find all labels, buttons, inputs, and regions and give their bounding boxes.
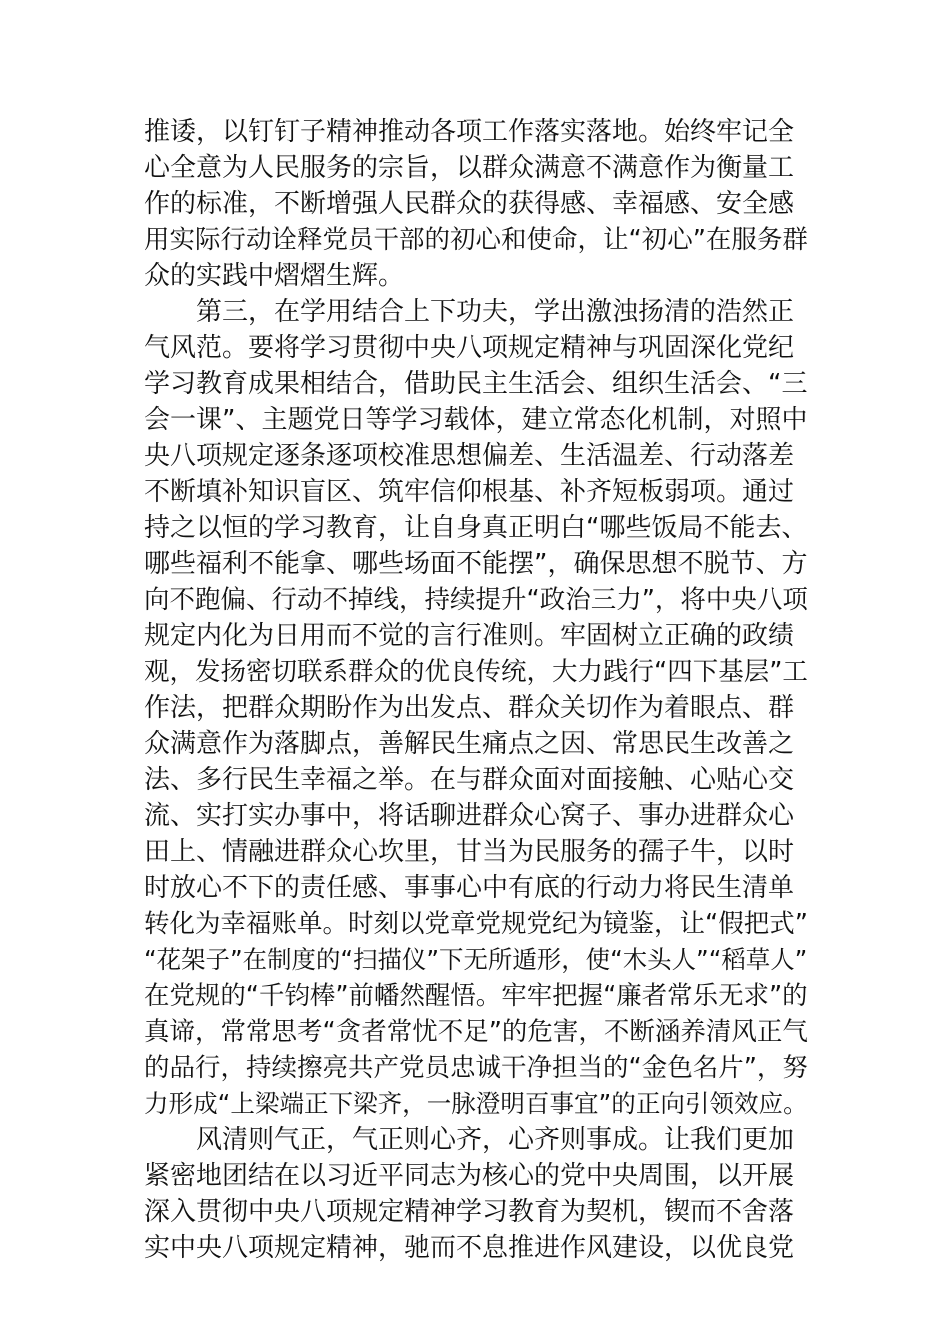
text-line: 众的实践中熠熠生辉。 [144,261,405,291]
text-line: 观，发扬密切联系群众的优良传统，大力践行“四下基层”工 [144,657,808,687]
text-line: 在党规的“千钧棒”前幡然醒悟。牢牢把握“廉者常乐无求”的 [144,981,808,1011]
text-line: 哪些福利不能拿、哪些场面不能摆”，确保思想不脱节、方 [144,549,808,579]
text-line: 第三，在学用结合上下功夫，学出激浊扬清的浩然正 [196,297,795,327]
text-line: 法、多行民生幸福之举。在与群众面对面接触、心贴心交 [144,765,795,795]
text-line: 紧密地团结在以习近平同志为核心的党中央周围，以开展 [144,1161,795,1191]
text-line: 风清则气正，气正则心齐，心齐则事成。让我们更加 [196,1125,795,1155]
text-line: 力形成“上梁端正下梁齐，一脉澄明百事宜”的正向引领效应。 [144,1089,808,1118]
text-line: 转化为幸福账单。时刻以党章党规党纪为镜鉴，让“假把式” [144,909,808,939]
document-body-text [144,114,808,1266]
text-line: 的品行，持续擦亮共产党员忠诚干净担当的“金色名片”，努 [144,1053,808,1083]
text-line: 田上、情融进群众心坎里，甘当为民服务的孺子牛，以时 [144,837,795,867]
text-line: 向不跑偏、行动不掉线，持续提升“政治三力”，将中央八项 [144,585,808,615]
text-line: 众满意作为落脚点，善解民生痛点之因、常思民生改善之 [144,729,795,759]
text-line: 真谛，常常思考“贪者常忧不足”的危害，不断涵养清风正气 [144,1017,808,1047]
text-line: 会一课”、主题党日等学习载体，建立常态化机制，对照中 [144,405,808,435]
text-line: 实中央八项规定精神，驰而不息推进作风建设，以优良党 [144,1233,795,1263]
text-line: 规定内化为日用而不觉的言行准则。牢固树立正确的政绩 [144,621,795,651]
text-line: 流、实打实办事中，将话聊进群众心窝子、事办进群众心 [144,801,795,831]
text-line: 气风范。要将学习贯彻中央八项规定精神与巩固深化党纪 [144,333,795,363]
text-line: 深入贯彻中央八项规定精神学习教育为契机，锲而不舍落 [144,1197,795,1227]
text-line: 作法，把群众期盼作为出发点、群众关切作为着眼点、群 [144,693,795,723]
text-line: 作的标准，不断增强人民群众的获得感、幸福感、安全感 [144,189,795,219]
text-line: 时放心不下的责任感、事事心中有底的行动力将民生清单 [144,873,795,903]
text-line: “花架子”在制度的“扫描仪”下无所遁形，使“木头人”“稻草人” [144,945,808,974]
text-line: 学习教育成果相结合，借助民主生活会、组织生活会、“三 [144,369,808,399]
text-line: 不断填补知识盲区、筑牢信仰根基、补齐短板弱项。通过 [144,477,795,507]
text-line: 央八项规定逐条逐项校准思想偏差、生活温差、行动落差 [144,441,795,471]
text-line: 心全意为人民服务的宗旨，以群众满意不满意作为衡量工 [144,153,795,183]
text-line: 用实际行动诠释党员干部的初心和使命，让“初心”在服务群 [144,225,808,255]
text-line: 推诿，以钉钉子精神推动各项工作落实落地。始终牢记全 [144,117,795,147]
text-line: 持之以恒的学习教育，让自身真正明白“哪些饭局不能去、 [144,513,808,543]
